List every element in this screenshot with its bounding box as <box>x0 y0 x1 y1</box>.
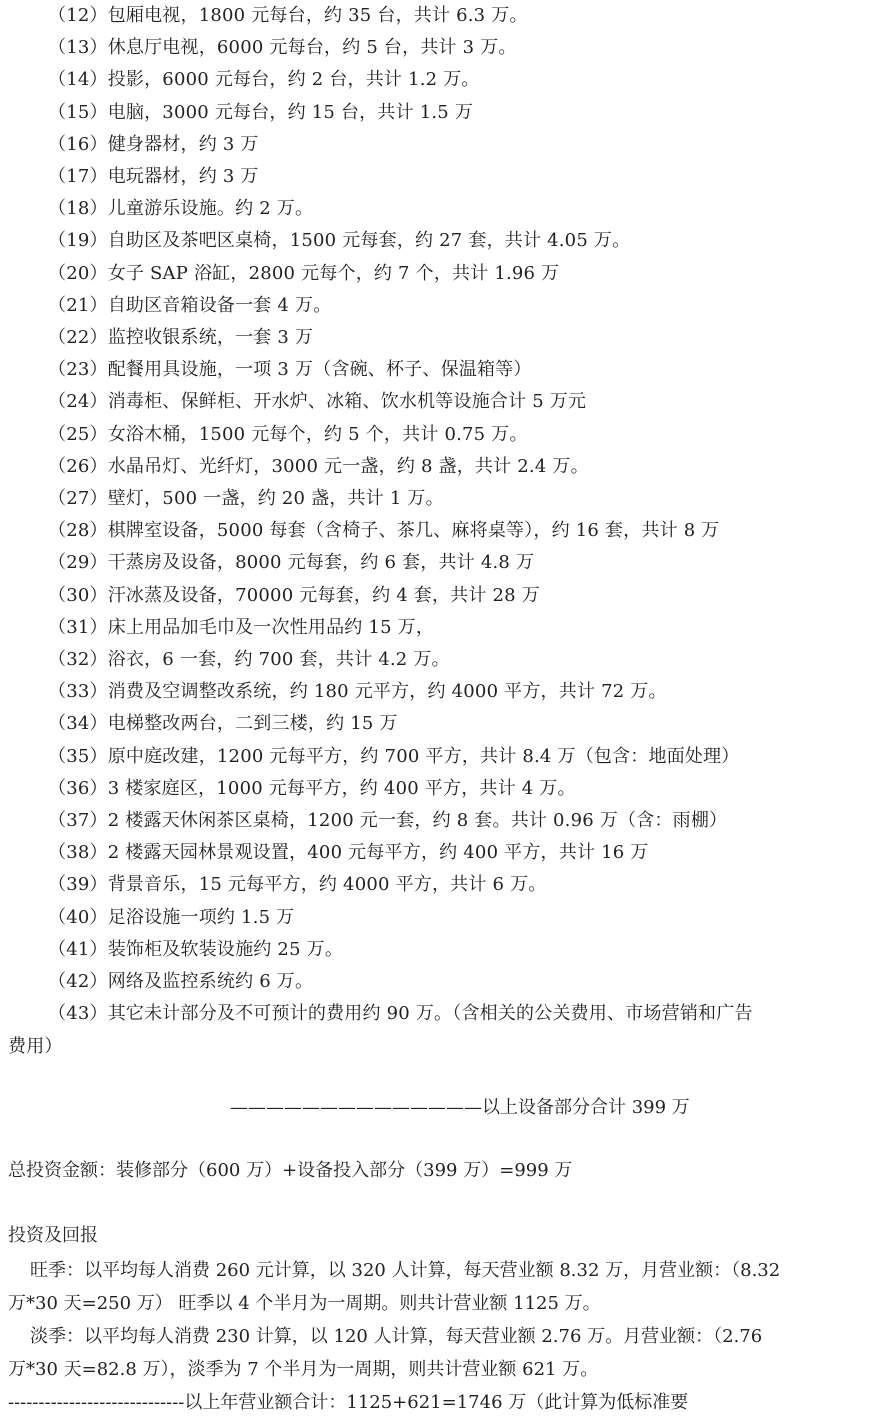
list-item: （37）2 楼露天休闲茶区桌椅，1200 元一套，约 8 套。共计 0.96 万（含：雨棚） <box>48 810 728 832</box>
list-item: （29）干蒸房及设备，8000 元每套，约 6 套，共计 4.8 万 <box>48 552 535 574</box>
list-item: （18）儿童游乐设施。约 2 万。 <box>48 198 314 220</box>
list-item: （17）电玩器材，约 3 万 <box>48 166 259 188</box>
list-item: （41）装饰柜及软装设施约 25 万。 <box>48 938 344 960</box>
list-item: （23）配餐用具设施，一项 3 万（含碗、杯子、保温箱等） <box>48 359 532 381</box>
list-item: （12）包厢电视，1800 元每台，约 35 台，共计 6.3 万。 <box>48 5 528 26</box>
list-item: （21）自助区音箱设备一套 4 万。 <box>48 294 332 316</box>
list-item: （22）监控收银系统，一套 3 万 <box>48 327 314 349</box>
list-item-43: （43）其它未计部分及不可预计的费用约 90 万。（含相关的公关费用、市场营销和广告 <box>48 1003 753 1025</box>
list-item: （25）女浴木桶，1500 元每个，约 5 个，共计 0.75 万。 <box>48 423 528 445</box>
off-season-line-1: 淡季：以平均每人消费 230 计算，以 120 人计算，每天营业额 2.76 万。月营业额：（2.76 <box>30 1326 763 1347</box>
list-item: （19）自助区及茶吧区桌椅，1500 元每套，约 27 套，共计 4.05 万。 <box>48 230 631 252</box>
list-item: （34）电梯整改两台，二到三楼，约 15 万 <box>48 713 398 735</box>
equipment-subtotal: ——————————————以上设备部分合计 399 万 <box>230 1097 690 1118</box>
list-item: （42）网络及监控系统约 6 万。 <box>48 971 314 993</box>
annual-revenue-note: -----------------------------以上年营业额合计：1125+621=1746 万（此计算为低标准要 <box>8 1392 689 1413</box>
list-item: （13）休息厅电视，6000 元每台，约 5 台，共计 3 万。 <box>48 37 517 59</box>
investment-return-section <box>8 1222 870 1418</box>
list-item-43-continuation: 费用） <box>8 1035 63 1057</box>
list-item: （40）足浴设施一项约 1.5 万 <box>48 906 295 928</box>
list-item: （35）原中庭改建，1200 元每平方，约 700 平方，共计 8.4 万（包含：地面处理） <box>48 745 740 767</box>
list-item: （32）浴衣，6 一套，约 700 套，共计 4.2 万。 <box>48 649 450 671</box>
list-item: （26）水晶吊灯、光纤灯，3000 元一盏，约 8 盏，共计 2.4 万。 <box>48 455 589 477</box>
list-item: （24）消毒柜、保鲜柜、开水炉、冰箱、饮水机等设施合计 5 万元 <box>48 391 587 413</box>
section-heading: 投资及回报 <box>8 1225 98 1246</box>
list-item: （28）棋牌室设备，5000 每套（含椅子、茶几、麻将桌等），约 16 套，共计 8 万 <box>48 520 720 542</box>
list-item: （36）3 楼家庭区，1000 元每平方，约 400 平方，共计 4 万。 <box>48 777 576 799</box>
list-item: （31）床上用品加毛巾及一次性用品约 15 万， <box>48 616 435 638</box>
total-investment: 总投资金额：装修部分（600 万）+设备投入部分（399 万）=999 万 <box>8 1160 573 1181</box>
list-item: （16）健身器材，约 3 万 <box>48 133 259 155</box>
list-item: （20）女子 SAP 浴缸，2800 元每个，约 7 个，共计 1.96 万 <box>48 262 560 284</box>
list-item: （30）汗冰蒸及设备，70000 元每套，约 4 套，共计 28 万 <box>48 584 540 606</box>
list-item: （27）壁灯，500 一盏，约 20 盏，共计 1 万。 <box>48 488 444 510</box>
peak-season-line-2: 万*30 天=250 万） 旺季以 4 个半月为一周期。则共计营业额 1125 万。 <box>8 1293 601 1314</box>
peak-season-line-1: 旺季：以平均每人消费 260 元计算，以 320 人计算，每天营业额 8.32 万，月营业额：（8.32 <box>30 1260 781 1281</box>
list-item: （14）投影，6000 元每台，约 2 台，共计 1.2 万。 <box>48 69 480 91</box>
off-season-line-2: 万*30 天=82.8 万），淡季为 7 个半月为一周期，则共计营业额 621 万。 <box>8 1359 599 1380</box>
list-item: （15）电脑，3000 元每台，约 15 台，共计 1.5 万 <box>48 101 474 123</box>
list-item: （38）2 楼露天园林景观设置，400 元每平方，约 400 平方，共计 16 万 <box>48 842 649 864</box>
list-item: （33）消费及空调整改系统，约 180 元平方，约 4000 平方，共计 72 万。 <box>48 681 667 703</box>
list-item: （39）背景音乐，15 元每平方，约 4000 平方，共计 6 万。 <box>48 874 547 896</box>
